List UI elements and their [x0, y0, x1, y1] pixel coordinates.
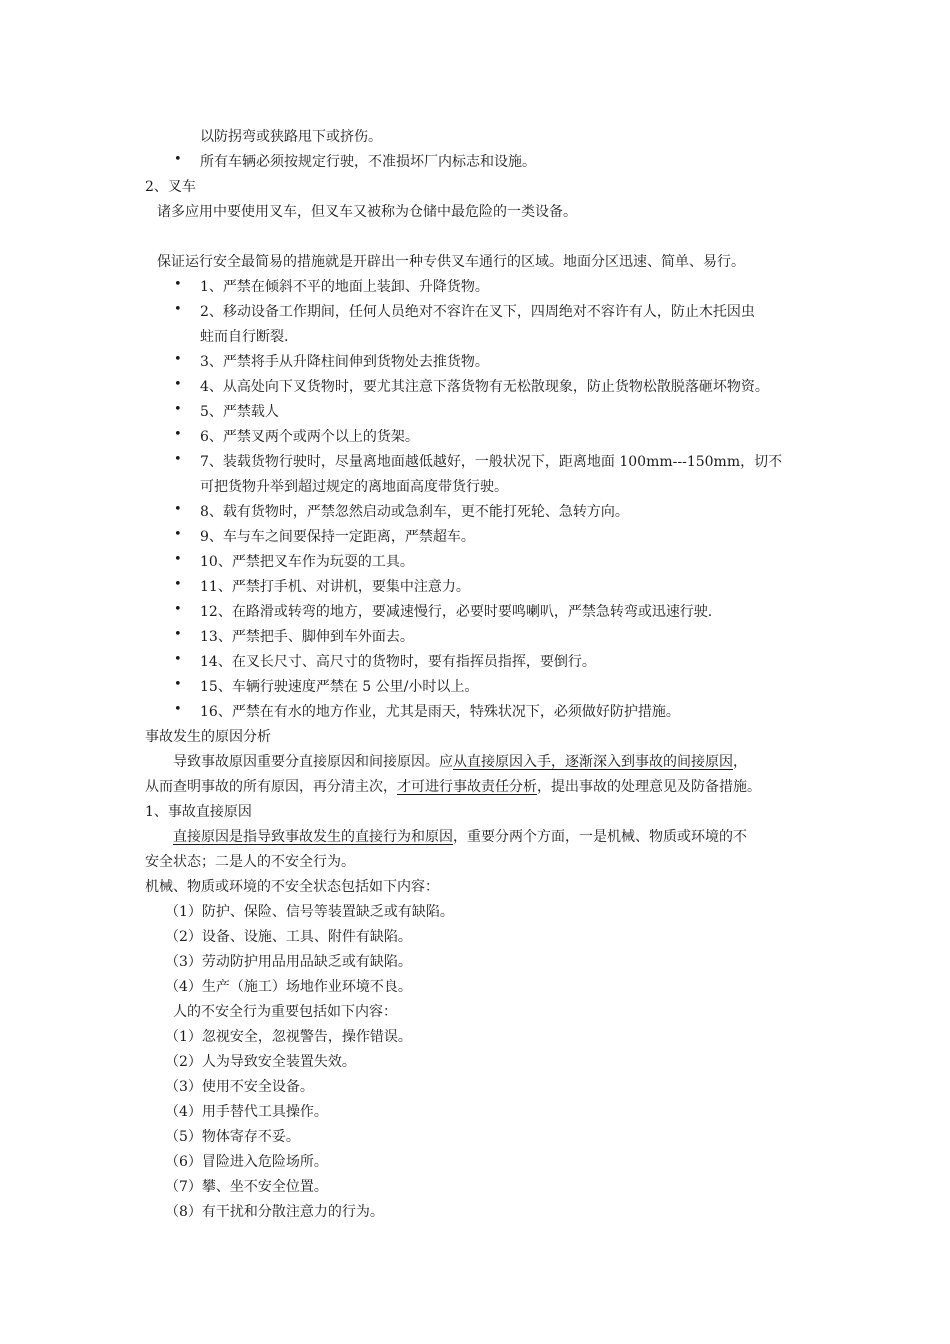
human-item: （2）人为导致安全装置失效。: [165, 1054, 356, 1070]
text-run: ，: [733, 754, 747, 770]
rule-item: 1、严禁在倾斜不平的地面上装卸、升降货物。: [200, 279, 489, 295]
rule-item: 12、在路滑或转弯的地方，要减速慢行，必要时要鸣喇叭，严禁急转弯或迅速行驶.: [200, 604, 713, 620]
bullet-dot: •: [174, 452, 182, 467]
bullet-dot: •: [174, 677, 182, 692]
mechanical-state-heading: 机械、物质或环境的不安全状态包括如下内容：: [145, 879, 439, 895]
bullet-dot: •: [174, 302, 182, 317]
bullet-dot: •: [174, 277, 182, 292]
rule-item-continuation: 可把货物升举到超过规定的离地面高度带货行驶。: [200, 479, 508, 495]
rule-item: 9、车与车之间要保持一定距离，严禁超车。: [200, 529, 475, 545]
vehicle-rule-line: 所有车辆必须按规定行驶，不准损坏厂内标志和设施。: [200, 154, 536, 170]
human-item: （6）冒险进入危险场所。: [165, 1154, 328, 1170]
section-heading-forklift: 2、叉车: [145, 179, 196, 195]
rule-item: 4、从高处向下叉货物时，要尤其注意下落货物有无松散现象，防止货物松散脱落砸坏物资。: [200, 379, 769, 395]
human-item: （7）攀、坐不安全位置。: [165, 1179, 328, 1195]
bullet-dot: •: [174, 552, 182, 567]
mechanical-item: （2）设备、设施、工具、附件有缺陷。: [165, 929, 412, 945]
text-run: ，重要分两个方面，一是机械、物质或环境的不: [453, 829, 747, 845]
bullet-dot: •: [174, 377, 182, 392]
text-run: ，提出事故的处理意见及防备措施。: [537, 779, 761, 795]
rule-item: 16、严禁在有水的地方作业，尤其是雨天，特殊状况下，必须做好防护措施。: [200, 704, 680, 720]
paragraph-cause-line-1: [173, 752, 747, 772]
rule-item: 14、在叉长尺寸、高尺寸的货物时，要有指挥员指挥，要倒行。: [200, 654, 596, 670]
bullet-dot: •: [174, 152, 182, 167]
mechanical-item: （3）劳动防护用品用品缺乏或有缺陷。: [165, 954, 412, 970]
bullet-dot: •: [174, 627, 182, 642]
underlined-phrase: 从直接原因入手，逐渐深入到事故的间接原因: [453, 754, 733, 770]
text-run: 导致事故原因重要分直接原因和间接原因。应: [173, 754, 453, 770]
rule-item: 11、严禁打手机、对讲机，要集中注意力。: [200, 579, 470, 595]
rule-item: 7、装载货物行驶时，尽量离地面越低越好，一般状况下，距离地面 100mm---150mm，切不: [200, 454, 783, 470]
bullet-dot: •: [174, 652, 182, 667]
rule-item: 6、严禁叉两个或两个以上的货架。: [200, 429, 419, 445]
human-item: （1）忽视安全，忽视警告，操作错误。: [165, 1029, 412, 1045]
human-item: （5）物体寄存不妥。: [165, 1129, 300, 1145]
rule-item: 2、移动设备工作期间，任何人员绝对不容许在叉下，四周绝对不容许有人，防止木托因虫: [200, 304, 755, 320]
bullet-dot: •: [174, 577, 182, 592]
rule-item: 8、载有货物时，严禁忽然启动或急刹车，更不能打死轮、急转方向。: [200, 504, 629, 520]
human-item: （4）用手替代工具操作。: [165, 1104, 328, 1120]
paragraph-direct-line-2: 安全状态；二是人的不安全行为。: [145, 854, 355, 870]
bullet-dot: •: [174, 527, 182, 542]
heading-cause-analysis: 事故发生的原因分析: [145, 729, 271, 745]
human-item: （3）使用不安全设备。: [165, 1079, 314, 1095]
mechanical-item: （4）生产（施工）场地作业环境不良。: [165, 979, 412, 995]
rule-item: 3、严禁将手从升降柱间伸到货物处去推货物。: [200, 354, 489, 370]
paragraph-cause-line-2: [145, 777, 761, 797]
rule-item: 13、严禁把手、脚伸到车外面去。: [200, 629, 414, 645]
underlined-phrase: 才可进行事故责任分析: [397, 779, 537, 795]
rule-item: 5、严禁载人: [200, 404, 279, 420]
bullet-dot: •: [174, 502, 182, 517]
bullet-dot: •: [174, 427, 182, 442]
rule-item: 10、严禁把叉车作为玩耍的工具。: [200, 554, 414, 570]
bullet-dot: •: [174, 702, 182, 717]
bullet-dot: •: [174, 402, 182, 417]
bullet-dot: •: [174, 352, 182, 367]
rule-item: 15、车辆行驶速度严禁在 5 公里/小时以上。: [200, 679, 479, 695]
forklift-intro-2: 保证运行安全最简易的措施就是开辟出一种专供叉车通行的区域。地面分区迅速、简单、易行。: [157, 254, 745, 270]
underlined-phrase: 直接原因是指导致事故发生的直接行为和原因: [173, 829, 453, 845]
text-run: 从而查明事故的所有原因，再分清主次，: [145, 779, 397, 795]
mechanical-item: （1）防护、保险、信号等装置缺乏或有缺陷。: [165, 904, 454, 920]
forklift-intro-1: 诸多应用中要使用叉车，但叉车又被称为仓储中最危险的一类设备。: [157, 204, 577, 220]
section-heading-direct-cause: 1、事故直接原因: [145, 804, 252, 820]
bullet-dot: •: [174, 602, 182, 617]
rule-item-continuation: 蛀而自行断裂.: [200, 329, 289, 345]
continuation-line: 以防拐弯或狭路甩下或挤伤。: [200, 129, 382, 145]
human-behavior-heading: 人的不安全行为重要包括如下内容：: [173, 1004, 397, 1020]
paragraph-direct-line-1: [173, 827, 747, 847]
human-item: （8）有干扰和分散注意力的行为。: [165, 1204, 384, 1220]
